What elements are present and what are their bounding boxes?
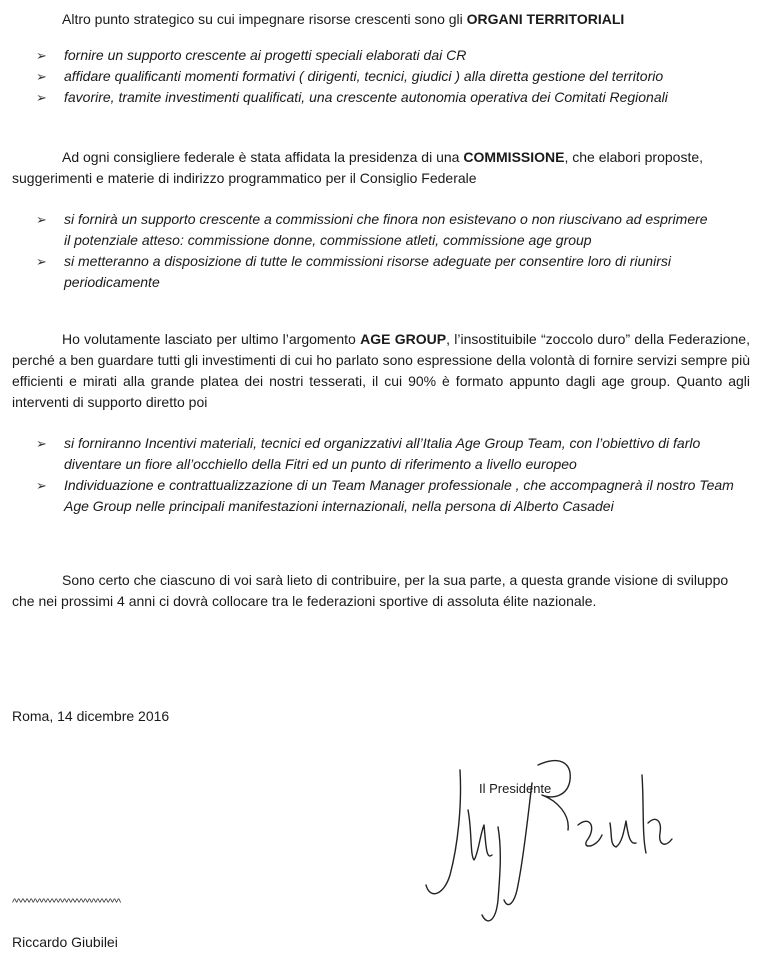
arrow-bullet-icon: ➢ xyxy=(36,69,47,84)
arrow-bullet-icon: ➢ xyxy=(36,478,47,493)
list-item: ➢ Individuazione e contrattualizzazione di un Team Manager professionale , che accompagnerà il nostro Team Age Group nelle principali manifestazioni internazionali, nella persona di Alberto Casadei xyxy=(36,477,734,514)
list-item: ➢ si metteranno a disposizione di tutte le commissioni risorse adeguate per consentire loro di riunirsi periodicamente xyxy=(36,253,671,290)
list-item: ➢ fornire un supporto crescente ai progetti speciali elaborati dai CR xyxy=(36,45,756,66)
signature-line: ^^^^^^^^^^^^^^^^^^^^^^^^^^ xyxy=(12,897,121,909)
list-item: ➢ favorire, tramite investimenti qualificati, una crescente autonomia operativa dei Comitati Regionali xyxy=(36,87,756,108)
list-item: ➢ si fornirà un supporto crescente a commissioni che finora non esistevano o non riuscivano ad esprimere il potenziale atteso: commissione donne, commissione atleti, commissione age group xyxy=(36,211,708,248)
intro-bold-term: ORGANI TERRITORIALI xyxy=(466,11,625,27)
intro-paragraph xyxy=(62,9,752,30)
signature-title: Il Presidente xyxy=(479,781,552,796)
list-item: ➢ affidare qualificanti momenti formativi ( dirigenti, tecnici, giudici ) alla diretta gestione del territorio xyxy=(36,66,756,87)
arrow-bullet-icon: ➢ xyxy=(36,436,47,451)
signatory-name: Riccardo Giubilei xyxy=(12,934,118,950)
closing-paragraph: Sono certo che ciascuno di voi sarà lieto di contribuire, per la sua parte, a questa grande visione di sviluppo che nei prossimi 4 anni ci dovrà collocare tra le federazioni sportive di assoluta élite nazionale. xyxy=(12,572,729,609)
commission-bullet-list xyxy=(36,209,716,293)
place-date: Roma, 14 dicembre 2016 xyxy=(12,708,170,724)
territorial-bullet-list xyxy=(36,45,756,108)
handwritten-signature xyxy=(420,735,680,935)
arrow-bullet-icon: ➢ xyxy=(36,212,47,227)
age-group-bullet-list xyxy=(36,433,736,517)
commission-bold-term: COMMISSIONE xyxy=(463,149,565,165)
arrow-bullet-icon: ➢ xyxy=(36,90,47,105)
arrow-bullet-icon: ➢ xyxy=(36,48,47,63)
arrow-bullet-icon: ➢ xyxy=(36,254,47,269)
list-item: ➢ si forniranno Incentivi materiali, tecnici ed organizzativi all’Italia Age Group Team, con l’obiettivo di farlo diventare un fiore all’occhiello della Fitri ed un punto di riferimento a livello europeo xyxy=(36,435,701,472)
commission-paragraph: Ad ogni consigliere federale è stata affidata la presidenza di una COMMISSIONE, che elabori proposte, suggerimenti e materie di indirizzo programmatico per il Consiglio Federale xyxy=(12,149,704,186)
age-group-bold-term: AGE GROUP xyxy=(360,331,447,347)
intro-text: Altro punto strategico su cui impegnare risorse crescenti sono gli xyxy=(62,11,467,27)
age-group-paragraph: Ho volutamente lasciato per ultimo l’argomento AGE GROUP, l’insostituibile “zoccolo duro” della Federazione, perché a ben guardare tutti gli investimenti di cui ho parlato sono espressione della volontà di fornire servizi sempre più efficienti e mirati alla grande platea dei nostri tesserati, il cui 90% è formato appunto dagli age group. Quanto agli interventi di supporto diretto poi xyxy=(12,331,750,410)
